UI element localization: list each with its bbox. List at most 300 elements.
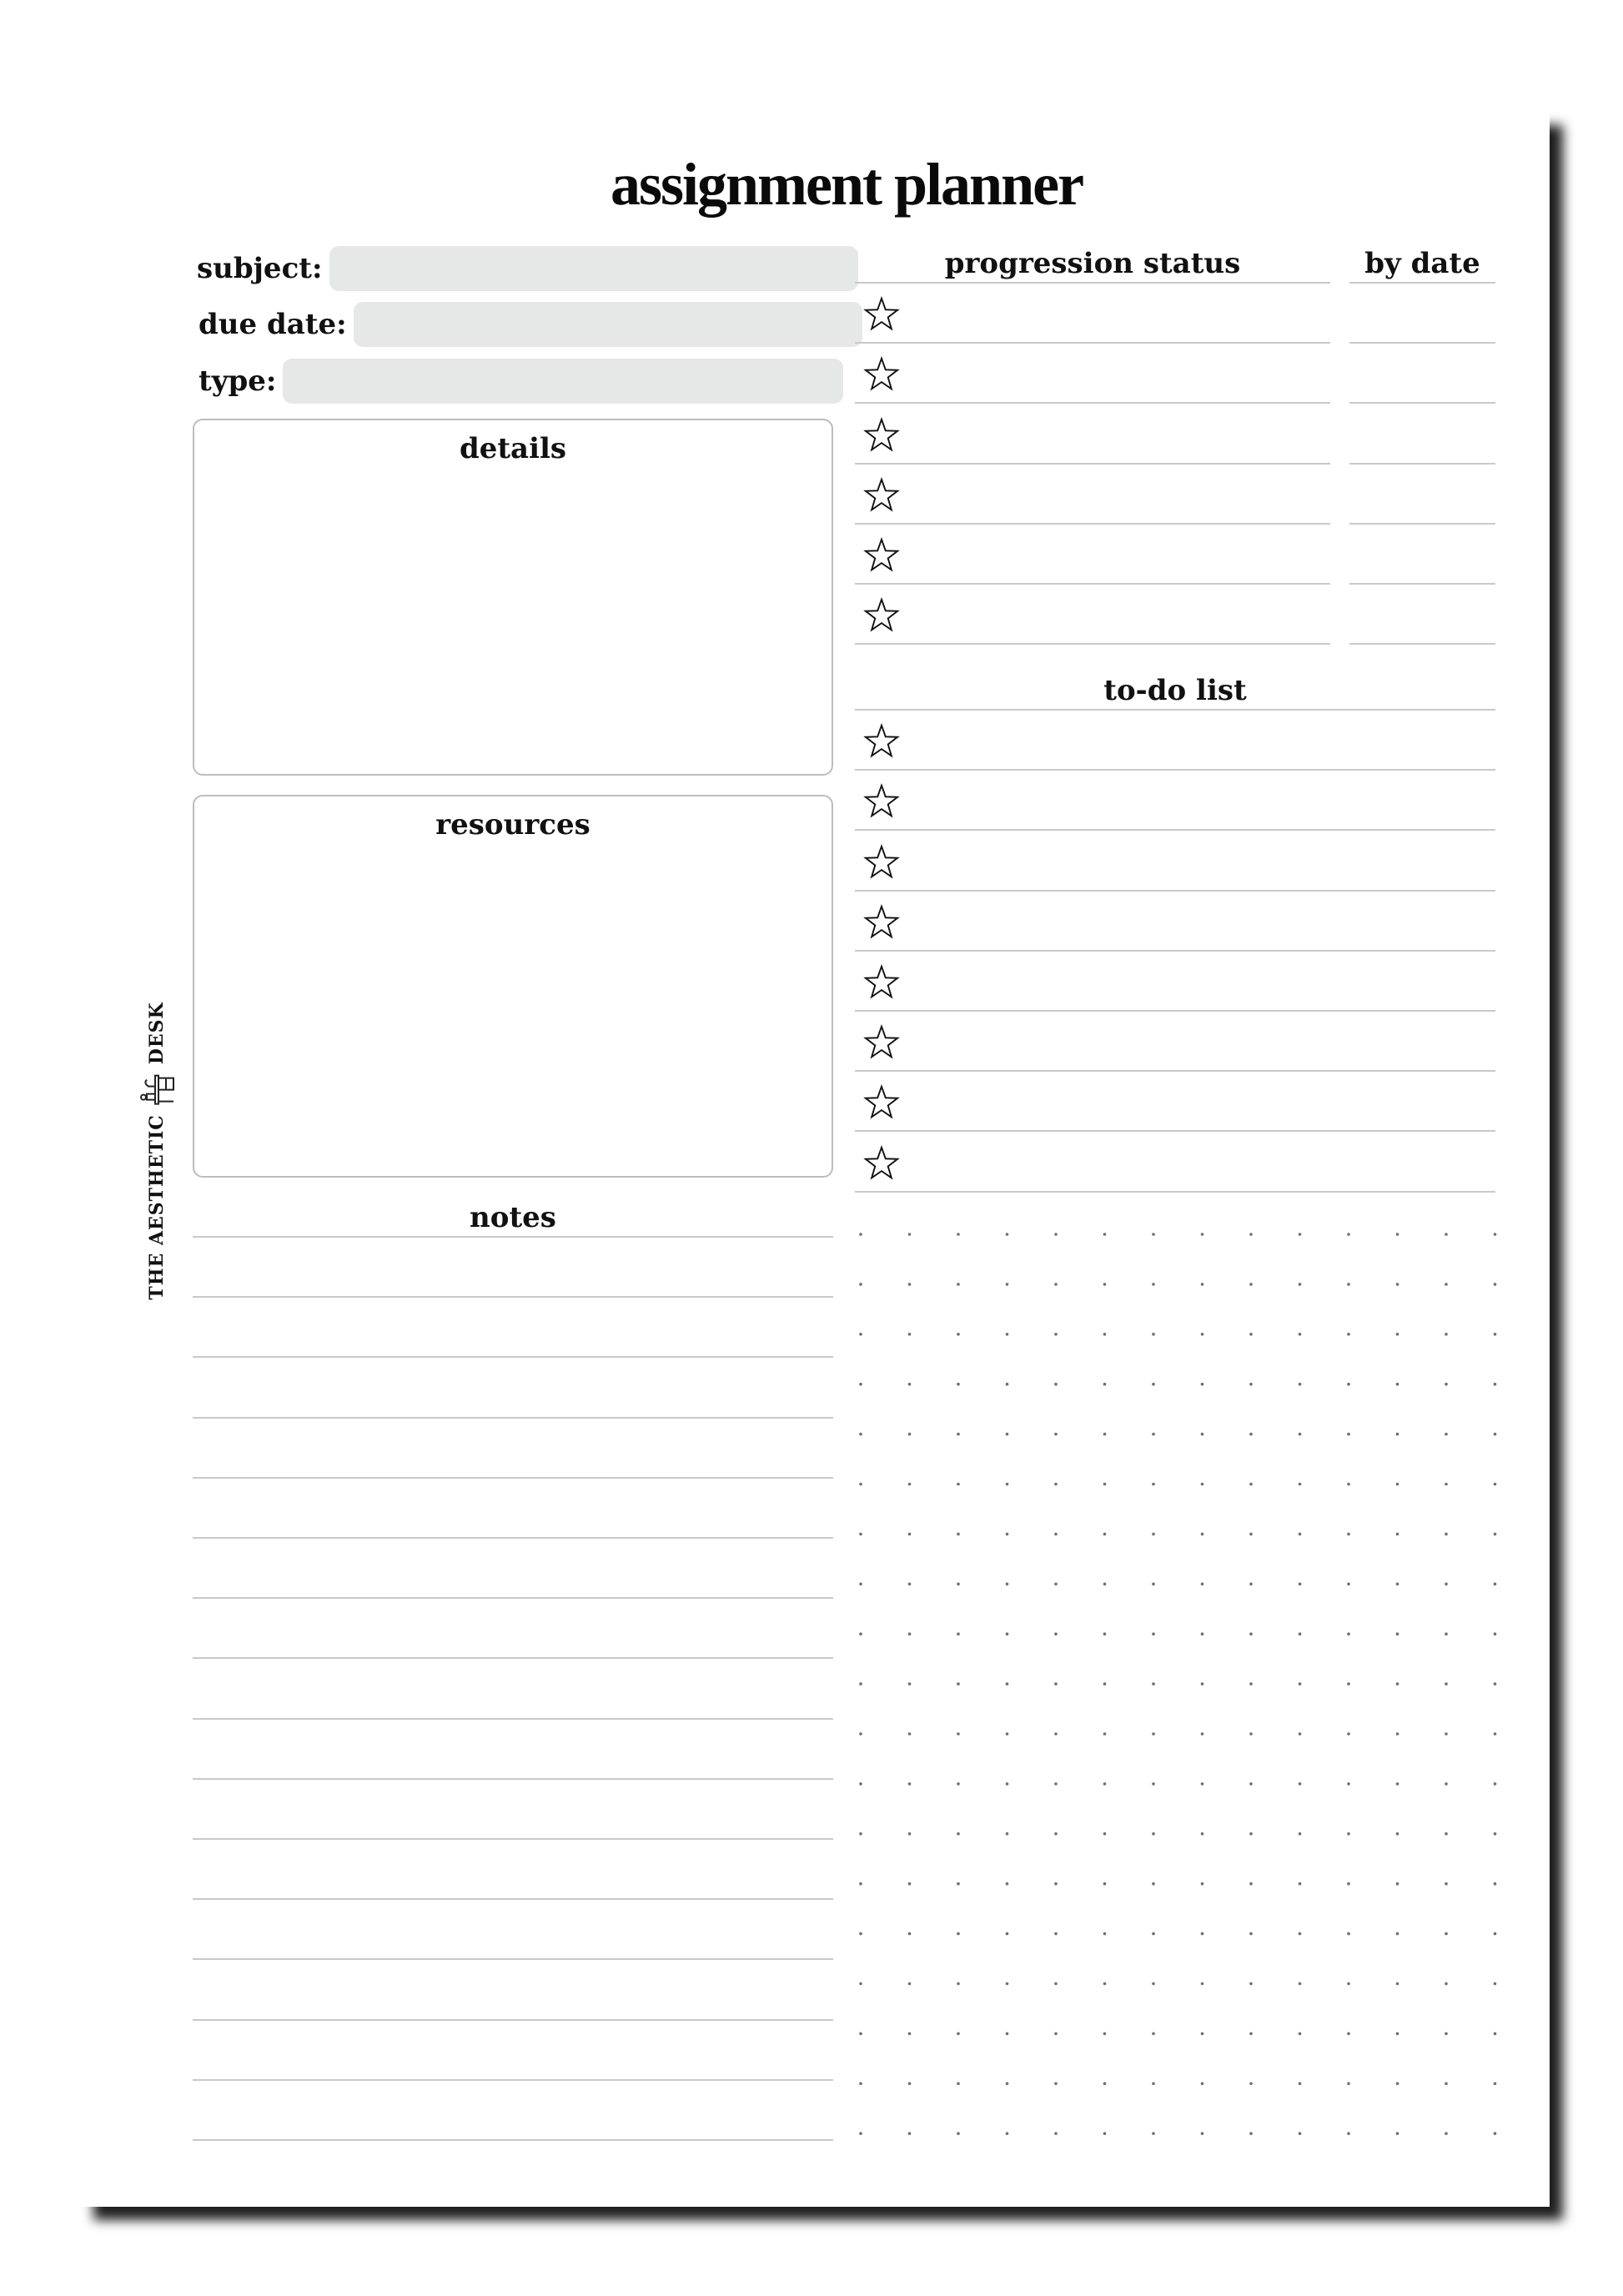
grid-dot: [1494, 1932, 1497, 1936]
grid-dot: [1347, 1583, 1350, 1586]
grid-dot: [1103, 1832, 1107, 1836]
grid-dot: [957, 1632, 960, 1635]
grid-dot: [859, 1483, 862, 1486]
grid-dot: [1201, 2082, 1204, 2086]
grid-dot: [1494, 1233, 1497, 1236]
star-icon[interactable]: [862, 1083, 901, 1122]
grid-dot: [1299, 1782, 1302, 1786]
star-icon[interactable]: [862, 355, 901, 394]
grid-dot: [1201, 1832, 1204, 1836]
grid-dot: [1103, 1483, 1107, 1486]
grid-dot: [1396, 1632, 1399, 1635]
grid-dot: [1201, 1782, 1204, 1786]
grid-dot: [1445, 2132, 1448, 2135]
grid-dot: [908, 1383, 912, 1386]
grid-dot: [859, 1533, 862, 1536]
grid-dot: [1494, 1632, 1497, 1635]
grid-dot: [1299, 1233, 1302, 1236]
grid-dot: [1103, 1533, 1107, 1536]
star-icon[interactable]: [862, 416, 901, 455]
grid-dot: [1494, 1283, 1497, 1286]
grid-dot: [1347, 1632, 1350, 1635]
grid-dot: [957, 1283, 960, 1286]
star-icon[interactable]: [862, 536, 901, 575]
grid-dot: [1494, 1383, 1497, 1386]
grid-dot: [1396, 1982, 1399, 1986]
grid-dot: [859, 1932, 862, 1936]
grid-dot: [859, 1682, 862, 1686]
grid-dot: [1152, 1583, 1155, 1586]
star-icon[interactable]: [862, 963, 901, 1002]
type-row: [197, 359, 843, 404]
grid-dot: [1006, 1583, 1009, 1586]
progression-header-rule: [855, 282, 1330, 284]
grid-dot: [859, 1732, 862, 1736]
todo-row-rule: [855, 1130, 1495, 1132]
grid-dot: [859, 1333, 862, 1336]
grid-dot: [957, 1433, 960, 1436]
grid-dot: [1201, 1732, 1204, 1736]
grid-dot: [957, 2082, 960, 2086]
grid-dot: [1494, 1583, 1497, 1586]
grid-dot: [859, 1782, 862, 1786]
grid-dot: [1152, 1533, 1155, 1536]
grid-dot: [1152, 1932, 1155, 1936]
progression-status-title: progression status: [944, 247, 1241, 280]
grid-dot: [957, 1583, 960, 1586]
grid-dot: [1445, 1533, 1448, 1536]
desk-icon: [138, 1073, 175, 1106]
grid-dot: [1249, 2032, 1253, 2036]
grid-dot: [859, 1882, 862, 1886]
grid-dot: [908, 1932, 912, 1936]
grid-dot: [1006, 1433, 1009, 1436]
grid-dot: [1396, 1333, 1399, 1336]
grid-dot: [1347, 1732, 1350, 1736]
grid-dot: [1201, 1982, 1204, 1986]
grid-dot: [1299, 2132, 1302, 2135]
notes-line: [193, 1296, 833, 1298]
star-icon[interactable]: [862, 295, 901, 334]
grid-dot: [1249, 1782, 1253, 1786]
grid-dot: [1396, 1533, 1399, 1536]
grid-dot: [1494, 1832, 1497, 1836]
notes-line: [193, 2139, 833, 2141]
grid-dot: [1299, 1882, 1302, 1886]
grid-dot: [859, 1283, 862, 1286]
grid-dot: [1103, 1583, 1107, 1586]
progression-row-rule: [855, 463, 1330, 465]
by-date-row-rule: [1349, 523, 1495, 525]
grid-dot: [908, 1283, 912, 1286]
star-icon[interactable]: [862, 1144, 901, 1183]
grid-dot: [1347, 1383, 1350, 1386]
grid-dot: [859, 2082, 862, 2086]
grid-dot: [1445, 1383, 1448, 1386]
notes-line: [193, 2079, 833, 2081]
grid-dot: [1299, 1632, 1302, 1635]
by-date-header-rule: [1349, 282, 1495, 284]
grid-dot: [1494, 1533, 1497, 1536]
grid-dot: [1299, 2082, 1302, 2086]
grid-dot: [859, 1433, 862, 1436]
notes-line: [193, 1417, 833, 1419]
grid-dot: [1103, 1233, 1107, 1236]
grid-dot: [859, 2132, 862, 2135]
grid-dot: [957, 1882, 960, 1886]
grid-dot: [1006, 1932, 1009, 1936]
progression-row-rule: [855, 402, 1330, 404]
grid-dot: [1054, 1832, 1058, 1836]
grid-dot: [908, 1233, 912, 1236]
grid-dot: [1006, 1732, 1009, 1736]
grid-dot: [1347, 1283, 1350, 1286]
notes-line: [193, 1778, 833, 1780]
grid-dot: [1396, 1682, 1399, 1686]
grid-dot: [1054, 2132, 1058, 2135]
grid-dot: [1006, 2082, 1009, 2086]
grid-dot: [1445, 1283, 1448, 1286]
notes-line: [193, 1718, 833, 1720]
grid-dot: [1445, 1982, 1448, 1986]
grid-dot: [1396, 1832, 1399, 1836]
notes-line: [193, 1898, 833, 1900]
progression-row-rule: [855, 523, 1330, 525]
grid-dot: [1396, 1383, 1399, 1386]
grid-dot: [1152, 1782, 1155, 1786]
grid-dot: [1347, 1782, 1350, 1786]
grid-dot: [1201, 1882, 1204, 1886]
notes-line: [193, 1236, 833, 1238]
grid-dot: [1006, 1333, 1009, 1336]
grid-dot: [1445, 1632, 1448, 1635]
todo-row-rule: [855, 829, 1495, 831]
grid-dot: [1347, 1682, 1350, 1686]
notes-line: [193, 1958, 833, 1960]
star-icon[interactable]: [862, 596, 901, 635]
grid-dot: [1396, 1483, 1399, 1486]
grid-dot: [957, 1483, 960, 1486]
grid-dot: [1006, 1682, 1009, 1686]
grid-dot: [1201, 1433, 1204, 1436]
by-date-row-rule: [1349, 463, 1495, 465]
grid-dot: [908, 1583, 912, 1586]
grid-dot: [1445, 1583, 1448, 1586]
grid-dot: [908, 1433, 912, 1436]
grid-dot: [1249, 1433, 1253, 1436]
grid-dot: [957, 1333, 960, 1336]
grid-dot: [1152, 1283, 1155, 1286]
subject-row: [197, 246, 858, 291]
grid-dot: [1201, 1932, 1204, 1936]
grid-dot: [908, 2082, 912, 2086]
grid-dot: [859, 1832, 862, 1836]
grid-dot: [1054, 1882, 1058, 1886]
grid-dot: [1494, 1882, 1497, 1886]
notes-line: [193, 1838, 833, 1840]
grid-dot: [957, 1682, 960, 1686]
grid-dot: [1494, 1483, 1497, 1486]
grid-dot: [1396, 2032, 1399, 2036]
grid-dot: [1249, 1982, 1253, 1986]
grid-dot: [1445, 1932, 1448, 1936]
grid-dot: [1103, 1732, 1107, 1736]
grid-dot: [1249, 1583, 1253, 1586]
progression-row-rule: [855, 342, 1330, 344]
grid-dot: [957, 1533, 960, 1536]
grid-dot: [1103, 1333, 1107, 1336]
todo-row-rule: [855, 769, 1495, 771]
grid-dot: [1103, 2032, 1107, 2036]
grid-dot: [1249, 1233, 1253, 1236]
grid-dot: [1494, 1433, 1497, 1436]
type-label: type:: [198, 364, 277, 398]
grid-dot: [1249, 1832, 1253, 1836]
grid-dot: [1347, 2082, 1350, 2086]
grid-dot: [1006, 1832, 1009, 1836]
due-date-row: [197, 302, 862, 347]
grid-dot: [1396, 1283, 1399, 1286]
grid-dot: [1006, 1533, 1009, 1536]
grid-dot: [1006, 1982, 1009, 1986]
grid-dot: [859, 1583, 862, 1586]
notes-line: [193, 1537, 833, 1539]
star-icon[interactable]: [862, 722, 901, 761]
todo-row-rule: [855, 1070, 1495, 1072]
grid-dot: [1347, 1483, 1350, 1486]
grid-dot: [1299, 1932, 1302, 1936]
grid-dot: [1152, 2082, 1155, 2086]
grid-dot: [1152, 1882, 1155, 1886]
grid-dot: [1201, 2032, 1204, 2036]
grid-dot: [1249, 1932, 1253, 1936]
grid-dot: [1249, 1882, 1253, 1886]
grid-dot: [1054, 1533, 1058, 1536]
grid-dot: [859, 1383, 862, 1386]
grid-dot: [1103, 1383, 1107, 1386]
grid-dot: [1201, 1233, 1204, 1236]
grid-dot: [908, 1832, 912, 1836]
grid-dot: [1249, 1283, 1253, 1286]
grid-dot: [1249, 1632, 1253, 1635]
grid-dot: [1201, 1483, 1204, 1486]
grid-dot: [1152, 1682, 1155, 1686]
grid-dot: [1396, 2132, 1399, 2135]
grid-dot: [1249, 1732, 1253, 1736]
grid-dot: [1054, 1333, 1058, 1336]
grid-dot: [1249, 2132, 1253, 2135]
subject-field[interactable]: [329, 246, 858, 291]
grid-dot: [908, 1533, 912, 1536]
grid-dot: [1299, 1832, 1302, 1836]
by-date-title: by date: [1364, 247, 1480, 280]
grid-dot: [1396, 1233, 1399, 1236]
grid-dot: [1103, 1632, 1107, 1635]
grid-dot: [908, 1882, 912, 1886]
todo-row-rule: [855, 1191, 1495, 1193]
grid-dot: [1103, 1982, 1107, 1986]
grid-dot: [1006, 1483, 1009, 1486]
details-box[interactable]: [193, 419, 833, 776]
grid-dot: [1054, 2032, 1058, 2036]
resources-box[interactable]: [193, 795, 833, 1178]
brand-text-left: THE AESTHETIC: [146, 1114, 168, 1300]
grid-dot: [1006, 1882, 1009, 1886]
grid-dot: [1347, 1233, 1350, 1236]
grid-dot: [1396, 1932, 1399, 1936]
grid-dot: [1006, 1383, 1009, 1386]
progression-row-rule: [855, 643, 1330, 645]
todo-header-rule: [855, 709, 1495, 711]
grid-dot: [1103, 1882, 1107, 1886]
due-date-field[interactable]: [354, 302, 862, 347]
grid-dot: [1152, 1982, 1155, 1986]
grid-dot: [1006, 1782, 1009, 1786]
star-icon[interactable]: [862, 843, 901, 882]
grid-dot: [1201, 1632, 1204, 1635]
grid-dot: [1299, 2032, 1302, 2036]
grid-dot: [1054, 1782, 1058, 1786]
notes-line: [193, 1356, 833, 1358]
grid-dot: [1445, 1832, 1448, 1836]
grid-dot: [1299, 1433, 1302, 1436]
grid-dot: [1201, 1682, 1204, 1686]
grid-dot: [1299, 1982, 1302, 1986]
grid-dot: [1396, 1882, 1399, 1886]
grid-dot: [1201, 1533, 1204, 1536]
star-icon[interactable]: [862, 903, 901, 942]
grid-dot: [859, 1982, 862, 1986]
grid-dot: [1054, 1433, 1058, 1436]
grid-dot: [859, 2032, 862, 2036]
brand-text-right: DESK: [146, 1002, 168, 1065]
grid-dot: [1445, 1333, 1448, 1336]
grid-dot: [1347, 1882, 1350, 1886]
grid-dot: [957, 1932, 960, 1936]
grid-dot: [1054, 1583, 1058, 1586]
star-icon[interactable]: [862, 1023, 901, 1062]
grid-dot: [1249, 1533, 1253, 1536]
grid-dot: [1103, 1283, 1107, 1286]
grid-dot: [1299, 1383, 1302, 1386]
notes-line: [193, 1477, 833, 1479]
page-title: assignment planner: [610, 151, 1083, 218]
notes-line: [193, 2019, 833, 2021]
grid-dot: [1299, 1732, 1302, 1736]
grid-dot: [1249, 1383, 1253, 1386]
grid-dot: [957, 1782, 960, 1786]
grid-dot: [957, 1832, 960, 1836]
grid-dot: [1347, 1932, 1350, 1936]
grid-dot: [908, 1682, 912, 1686]
by-date-row-rule: [1349, 643, 1495, 645]
grid-dot: [908, 2032, 912, 2036]
grid-dot: [1445, 1682, 1448, 1686]
todo-row-rule: [855, 950, 1495, 952]
grid-dot: [1201, 1383, 1204, 1386]
grid-dot: [1054, 1233, 1058, 1236]
grid-dot: [908, 1483, 912, 1486]
by-date-row-rule: [1349, 583, 1495, 585]
grid-dot: [1494, 2082, 1497, 2086]
grid-dot: [1445, 1882, 1448, 1886]
grid-dot: [908, 1982, 912, 1986]
grid-dot: [1201, 1583, 1204, 1586]
grid-dot: [1054, 1283, 1058, 1286]
notes-title: notes: [470, 1201, 556, 1234]
dot-grid[interactable]: [857, 1218, 1508, 2143]
grid-dot: [1201, 2132, 1204, 2135]
type-field[interactable]: [283, 359, 843, 404]
grid-dot: [908, 1632, 912, 1635]
subject-label: subject:: [197, 252, 323, 285]
progression-row-rule: [855, 583, 1330, 585]
grid-dot: [1103, 2132, 1107, 2135]
grid-dot: [1347, 2132, 1350, 2135]
grid-dot: [1347, 1433, 1350, 1436]
grid-dot: [1299, 1533, 1302, 1536]
grid-dot: [1054, 1932, 1058, 1936]
notes-line: [193, 1597, 833, 1599]
grid-dot: [1445, 1233, 1448, 1236]
grid-dot: [1054, 1732, 1058, 1736]
grid-dot: [1152, 1483, 1155, 1486]
grid-dot: [957, 1982, 960, 1986]
grid-dot: [1152, 1632, 1155, 1635]
grid-dot: [1103, 2082, 1107, 2086]
star-icon[interactable]: [862, 782, 901, 821]
grid-dot: [859, 1632, 862, 1635]
grid-dot: [1299, 1333, 1302, 1336]
grid-dot: [1299, 1283, 1302, 1286]
grid-dot: [908, 1333, 912, 1336]
grid-dot: [1054, 2082, 1058, 2086]
grid-dot: [1445, 1732, 1448, 1736]
todo-row-rule: [855, 890, 1495, 892]
grid-dot: [1299, 1583, 1302, 1586]
grid-dot: [1006, 2032, 1009, 2036]
grid-dot: [1494, 1982, 1497, 1986]
grid-dot: [908, 1782, 912, 1786]
grid-dot: [1152, 1383, 1155, 1386]
grid-dot: [1054, 1483, 1058, 1486]
grid-dot: [957, 1732, 960, 1736]
grid-dot: [1494, 1682, 1497, 1686]
grid-dot: [1249, 2082, 1253, 2086]
grid-dot: [1152, 1333, 1155, 1336]
grid-dot: [1054, 1982, 1058, 1986]
grid-dot: [1249, 1483, 1253, 1486]
grid-dot: [1054, 1383, 1058, 1386]
grid-dot: [1103, 1682, 1107, 1686]
grid-dot: [1201, 1333, 1204, 1336]
grid-dot: [859, 1233, 862, 1236]
grid-dot: [1347, 2032, 1350, 2036]
grid-dot: [1347, 1533, 1350, 1536]
grid-dot: [1396, 1583, 1399, 1586]
grid-dot: [1299, 1682, 1302, 1686]
grid-dot: [1494, 2032, 1497, 2036]
star-icon[interactable]: [862, 476, 901, 515]
grid-dot: [957, 1233, 960, 1236]
todo-list-title: to-do list: [1103, 674, 1247, 707]
grid-dot: [1054, 1632, 1058, 1635]
due-date-label: due date:: [198, 308, 347, 341]
grid-dot: [1006, 2132, 1009, 2135]
grid-dot: [1152, 1732, 1155, 1736]
grid-dot: [1396, 2082, 1399, 2086]
grid-dot: [1201, 1283, 1204, 1286]
